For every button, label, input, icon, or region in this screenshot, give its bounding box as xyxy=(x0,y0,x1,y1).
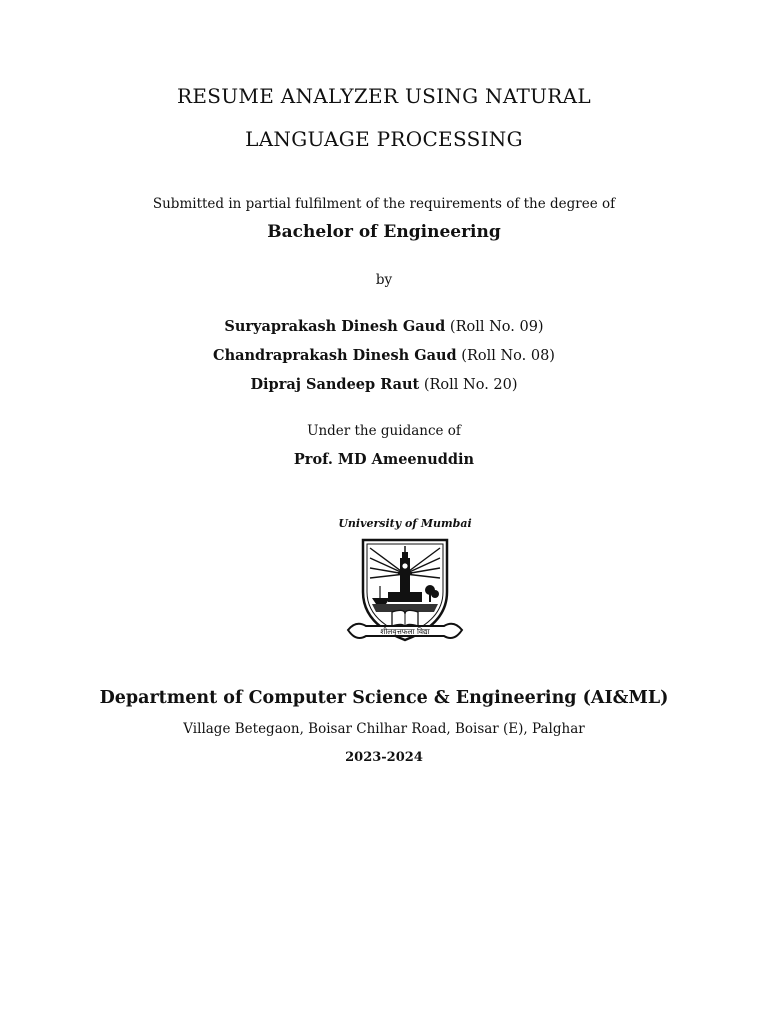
department-name: Department of Computer Science & Engineering (AI&ML) xyxy=(99,688,669,708)
degree-name: Bachelor of Engineering xyxy=(267,222,501,242)
guidance-text: Under the guidance of xyxy=(307,423,461,439)
by-text: by xyxy=(375,272,393,288)
author-line xyxy=(0,318,768,335)
logo-caption: University of Mumbai xyxy=(338,517,472,530)
submission-text: Submitted in partial fulfilment of the requirements of the degree of xyxy=(152,196,616,212)
university-logo xyxy=(334,512,476,664)
author-name: Dipraj Sandeep Raut xyxy=(250,376,420,393)
author-line xyxy=(0,347,768,364)
author-roll: (Roll No. 09) xyxy=(449,319,544,335)
academic-year: 2023-2024 xyxy=(345,750,423,765)
guide-name: Prof. MD Ameenuddin xyxy=(293,451,475,468)
author-name: Chandraprakash Dinesh Gaud xyxy=(213,347,457,364)
author-roll: (Roll No. 20) xyxy=(423,377,518,393)
title-line-1: RESUME ANALYZER USING NATURAL xyxy=(177,84,591,108)
department-address: Village Betegaon, Boisar Chilhar Road, Boisar (E), Palghar xyxy=(183,721,585,737)
author-line xyxy=(0,376,768,393)
title-line-2: LANGUAGE PROCESSING xyxy=(245,127,523,151)
author-name: Suryaprakash Dinesh Gaud xyxy=(224,318,446,335)
university-crest-icon xyxy=(334,512,476,664)
author-roll: (Roll No. 08) xyxy=(461,348,555,364)
motto-text: शीलवृत्तफला विद्या xyxy=(380,627,430,636)
